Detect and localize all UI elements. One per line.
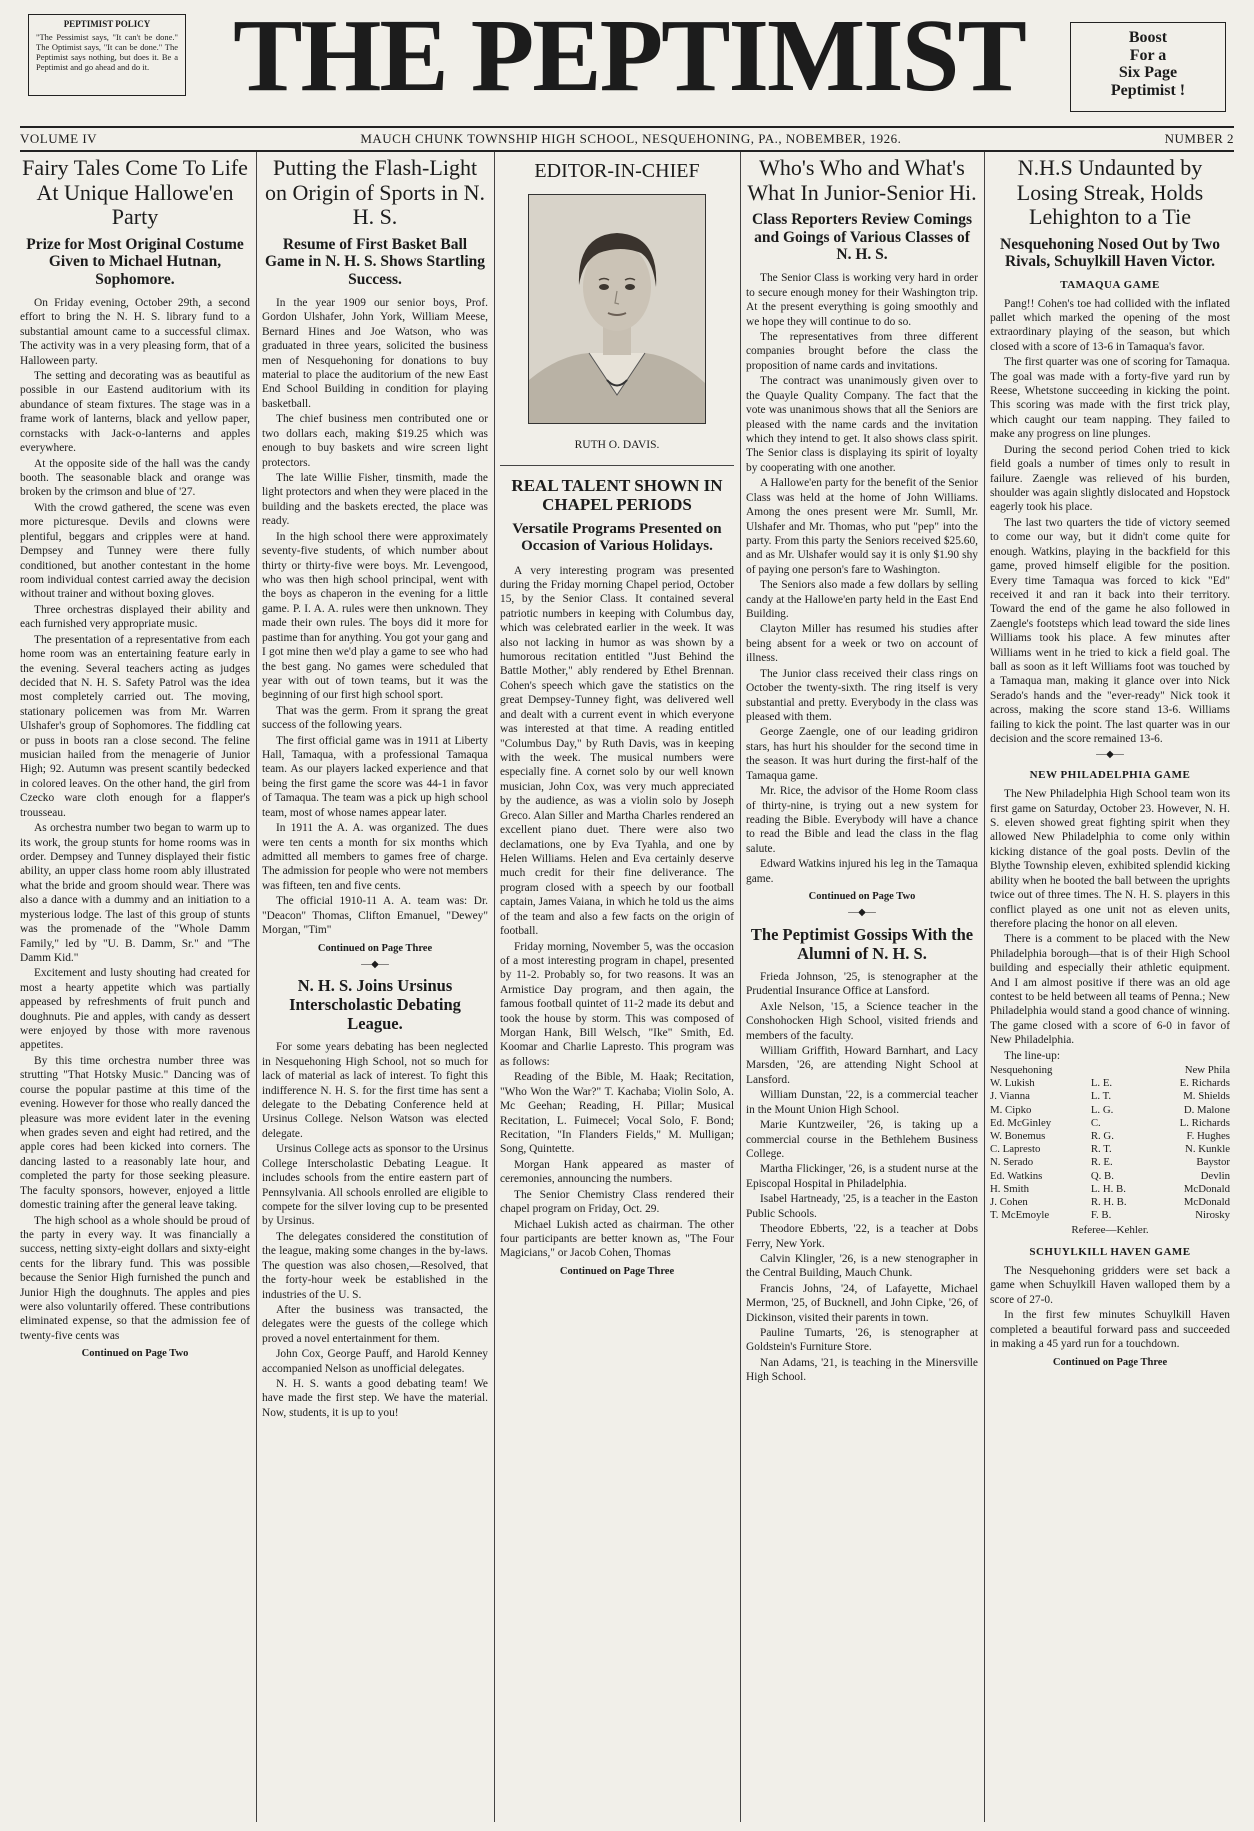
continued-note: Continued on Page Three (559, 1265, 675, 1277)
tamaqua-game-heading: TAMAQUA GAME (1060, 278, 1160, 291)
article-paragraph: In the year 1909 our senior boys, Prof. Gordon Ulshafer, John York, William Meese, Bernard Hines and Joe Watson, who was graduated in three years, solicited the business men of Nesquehoning for donations to buy material to place the auditorium of the new East End School Building in condition for playing basketball. (262, 296, 488, 410)
article-paragraph: Morgan Hank appeared as master of ceremonies, announcing the numbers. (500, 1158, 734, 1186)
school-dateline: MAUCH CHUNK TOWNSHIP HIGH SCHOOL, NESQUEHONING, PA., NOBEMBER, 1926. (360, 131, 902, 146)
article-paragraph: John Cox, George Pauff, and Harold Kenney accompanied Nelson as unofficial delegates. (262, 1348, 488, 1375)
article-paragraph: The representatives from three different companies brought before the class the proposition of name cards and invitations. (746, 331, 978, 372)
article-paragraph: Pauline Tumarts, '26, is stenographer at Goldstein's Furniture Store. (746, 1327, 978, 1354)
lineup-player: J. Vianna (990, 1090, 1030, 1103)
continued-note: Continued on Page Three (317, 942, 433, 954)
lineup-player: McDonald (1183, 1182, 1230, 1195)
lineup-player: Ed. Watkins (990, 1169, 1043, 1182)
column-1 (20, 156, 250, 1826)
issue-number: NUMBER 2 (1164, 131, 1234, 146)
article-paragraph: The Junior class received their class rings on October the twenty-sixth. The ring itself is very substantial and pretty. Everybody in the class was pleased with them. (746, 667, 978, 723)
football-subhead: Nesquehoning Nosed Out by Two Rivals, Schuylkill Haven Victor. (1000, 235, 1220, 271)
policy-box (28, 14, 186, 96)
lineup-player: H. Smith (990, 1182, 1029, 1195)
lineup-position: L. G. (1090, 1103, 1114, 1116)
whos-who-headline: Who's Who and What's What In Junior-Senior Hi. (747, 156, 977, 205)
article-paragraph: As orchestra number two began to warm up to its work, the group stunts for home rooms was in order. Dempsey and Tunney displayed their fistic ability, an upper class home room ably illustrated what the bride and groom should wear. There was also a dance with a dummy and an initiation to a mysterious lodge. The last of this group of stunts was the promenade of the "Whole Damm Family," led by "U. B. Damm, Sr." and "The Damm Kid." (20, 822, 250, 964)
article-paragraph: Reading of the Bible, M. Haak; Recitation, "Who Won the War?" T. Kachaba; Violin Solo, A. Mc Geehan; Reading, H. Pillar; Musical Recitation, L. Fuimecel; Vocal Solo, F. Bond; Recitation, "In Flanders Fields," M. Mulligan; Song, Quintette. (500, 1071, 734, 1156)
boost-line-1: Boost (1128, 29, 1168, 46)
article-paragraph: Theodore Ebberts, '22, is a teacher at Dobs Ferry, New York. (746, 1223, 978, 1250)
new-philadelphia-game-heading: NEW PHILADELPHIA GAME (1029, 769, 1191, 782)
article-paragraph: Edward Watkins injured his leg in the Tamaqua game. (746, 858, 978, 885)
article-paragraph: Calvin Klingler, '26, is a new stenographer in the Central Building, Mauch Chunk. (746, 1252, 978, 1280)
editor-caption: RUTH O. DAVIS. (574, 439, 660, 452)
lineup-row (990, 1170, 1230, 1183)
boost-box (1070, 22, 1226, 112)
lineup-player: W. Bonemus (990, 1130, 1046, 1142)
lineup-row (990, 1156, 1230, 1169)
article-paragraph: Francis Johns, '24, of Lafayette, Michael Mermon, '25, of Bucknell, and John Cipke, '26, of Dickinson, visited their parents in town. (746, 1282, 978, 1324)
article-paragraph: The delegates considered the constitution of the league, making some changes in the by-laws. The question was also chosen,—Resolved, that the forty-hour week be established in the industries of the U. S. (262, 1230, 488, 1301)
article-paragraph: The Seniors also made a few dollars by selling candy at the Hallowe'en party held in the East End Building. (746, 579, 978, 621)
article-paragraph: Clayton Miller has resumed his studies after being absent for a week or two on account of illness. (746, 623, 978, 665)
lineup-position: F. B. (1090, 1209, 1112, 1222)
lineup-player: Devlin (1200, 1169, 1230, 1182)
article-paragraph: The contract was unanimously given over to the Quayle Quality Company. The fact that the vote was unanimous shows that all the Seniors are pleased with the name cards and the invitation which they intend to get. It also shows class spirit. The Senior class is displaying its spirit of loyalty by cooperating with one another. (746, 375, 978, 474)
column-divider (494, 152, 495, 1822)
boost-line-4: Peptimist ! (1110, 81, 1186, 99)
chapel-headline: REAL TALENT SHOWN IN CHAPEL PERIODS (500, 465, 734, 515)
portrait-illustration (529, 195, 705, 423)
dateline (20, 131, 1234, 147)
chapel-subhead: Versatile Programs Presented on Occasion of Various Holidays. (512, 521, 722, 555)
article-paragraph: There is a comment to be placed with the New Philadelphia borough—that is of their High School building and especially their athletic equipment. And I am almost positive if there was an old age contest to be held between all teams of Penna.; New Philadelphia would stand a good chance of winning. The game closed with a score of 6-0 in favor of New Philadelphia. (990, 933, 1230, 1047)
whos-who-subhead: Class Reporters Review Comings and Goings of Various Classes of N. H. S. (752, 211, 972, 263)
column-4 (746, 156, 978, 1826)
party-headline: Fairy Tales Come To Life At Unique Hallowe'en Party (22, 156, 248, 230)
ornament: —◆— (361, 958, 389, 970)
football-headline: N.H.S Undaunted by Losing Streak, Holds Lehighton to a Tie (1016, 156, 1204, 230)
whos-who-article (746, 271, 978, 886)
new-philadelphia-article (990, 787, 1230, 1063)
lineup-player: M. Shields (1183, 1090, 1230, 1103)
lineup-player: J. Cohen (990, 1195, 1028, 1208)
lineup-player: D. Malone (1183, 1103, 1230, 1116)
sports-subhead: Resume of First Basket Ball Game in N. H. S. Shows Startling Success. (264, 235, 486, 288)
lineup-player: Baystor (1196, 1156, 1230, 1169)
boost-line-3: Six Page (1118, 64, 1178, 82)
referee-line: Referee—Kehler. (1071, 1224, 1149, 1237)
party-article (20, 296, 250, 1343)
lineup-team-header: Nesquehoning (990, 1064, 1053, 1077)
alumni-article (746, 970, 978, 1385)
lineup-position: R. G. (1090, 1130, 1114, 1142)
article-paragraph: Axle Nelson, '15, a Science teacher in the Conshohocken High School, visited friends and members of the faculty. (746, 1000, 978, 1042)
article-paragraph: Friday morning, November 5, was the occasion of a most interesting program in chapel, presented by 11-2. Probably so, for two reasons. It was an Armistice Day program, and then again, the famous football quintet of 11-2 made its debut and took the house by storm. This was composed of Morgan Hank, Bill Welsch, "Ike" Smith, Ed. Koomar and Charlie Lapresto. This program was as follows: (500, 940, 734, 1068)
article-paragraph: Martha Flickinger, '26, is a student nurse at the Episcopal Hospital in Philadelphia. (746, 1163, 978, 1190)
article-paragraph: In the high school there were approximately seventy-five students, of which number about thirty or thirty-five were boys. Mr. Levengood, who was then high school principal, went with the boys as chaperon in the evening for a little game. P. I. A. A. rules were then unknown. They made their own rules. The boys did it more for pastime than for anything. You got your gang and I got mine then we'd play a game to see who had the best gang. No games were scheduled that year with out of town teams, but it was the beginning of our first high school sport. (262, 530, 488, 702)
article-paragraph: For some years debating has been neglected in Nesquehoning High School, not so much for lack of material as lack of interest. To fight this indifference N. H. S. for the first time has sent a delegate to the Debating Conference held at Ursinus College. Nelson Watson was elected delegate. (262, 1041, 488, 1140)
article-paragraph: During the second period Cohen tried to kick field goals a number of times only to result in failure. Zaengle was relieved of his burden, shoulder was again slightly dislocated and Hopstock eagerly took his place. (990, 443, 1230, 514)
article-paragraph: Pang!! Cohen's toe had collided with the inflated pallet which marked the opening of the most extraordinary playing of the season, but which closed with a score of 13-6 in Tamaqua's favor. (990, 297, 1230, 353)
debating-headline: N. H. S. Joins Ursinus Interscholastic Debating League. (289, 976, 461, 1034)
lineup-position: L. E. (1090, 1077, 1113, 1090)
article-paragraph: The first quarter was one of scoring for Tamaqua. The goal was made with a forty-five yard run by Reese, Whetstone succeeding in kicking the point. This scoring was made with the first trick play, which caught our team napping. They failed to make any progress on line plunges. (990, 356, 1230, 441)
tamaqua-article (990, 297, 1230, 747)
article-paragraph: With the crowd gathered, the scene was even more picturesque. Devils and clowns were plentiful, beggars and cripples were at hand. Dempsey and Tunney were there fully conditioned, but another contestant in the home room individual contest carried away the decision without trainer and without boxing gloves. (20, 501, 250, 601)
article-paragraph: George Zaengle, one of our leading gridiron stars, has hurt his shoulder for the second time in the season. It was hurt during the first-half of the Tamaqua game. (746, 726, 978, 782)
lineup-player: N. Serado (990, 1156, 1034, 1169)
article-paragraph: The setting and decorating was as beautiful as possible in our Eastend auditorium with its abundance of steam fixtures. The stage was in a frame work of lanterns, black and yellow paper, cornstacks with Jack-o-lanterns and apples everywhere. (20, 370, 250, 455)
article-paragraph: That was the germ. From it sprang the great success of the following years. (262, 704, 488, 732)
lineup-player: Ed. McGinley (990, 1116, 1052, 1129)
column-divider (256, 152, 257, 1822)
bottom-rule (20, 150, 1234, 152)
article-paragraph: The official 1910-11 A. A. team was: Dr. "Deacon" Thomas, Clifton Emanuel, "Dewey" Morgan, "Tim" (262, 895, 488, 937)
column-divider (984, 152, 985, 1822)
article-paragraph: The first official game was in 1911 at Liberty Hall, Tamaqua, with a professional Tamaqua team. As our players lacked experience and that being the first game the score was 44-1 in favor of Tamaqua. The team was a pick up high school team, most of whose names appear later. (262, 734, 488, 819)
article-paragraph: The Senior Class is working very hard in order to secure enough money for their Washington trip. At the present everything is going smoothly and we hope they will continue to do so. (746, 272, 978, 328)
lineup-row (990, 1104, 1230, 1117)
column-3 (500, 156, 734, 1826)
article-paragraph: A Hallowe'en party for the benefit of the Senior Class was held at the home of John Williams. Among the ones present were Mr. Sumll, Mr. Ulshafer and Mr. Thomas, who put "pep" into the party. From this party the Seniors received $25.60, and as Mr. Ulshafer would say it is only $1.90 shy of paying one person's fare to Washington. (746, 477, 978, 576)
editor-portrait-photo (528, 194, 706, 424)
article-paragraph: The Nesquehoning gridders were set back a game when Schuylkill Haven walloped them by a score of 27-0. (990, 1265, 1230, 1306)
schuylkill-haven-article (990, 1264, 1230, 1352)
lineup-position: R. T. (1090, 1143, 1112, 1156)
lineup-position: L. H. B. (1090, 1182, 1126, 1195)
volume-label: VOLUME IV (20, 131, 98, 146)
article-paragraph: The presentation of a representative from each home room was an entertaining feature early in the evening. Several teachers acting as judges decided that N. H. S. Safety Patrol was the idea most completely carried out. The moving, stationary policemen was from Mr. Warren Ulshafer's group of Sophomores. The fiddling cat or puss in boots ran a close second. The feline musician hailed from the menagerie of Junior High; 92. Autumn was present scantily bedecked in colored leaves. On the other hand, the girl from Czecko ware cloth enough for a flapper's trousseau. (20, 633, 250, 819)
ornament: —◆— (1096, 748, 1124, 760)
article-paragraph: By this time orchestra number three was strutting "That Hotsky Music." Dancing was of course the popular pastime at this time of the evening. However for those who really danced the pleasure was more evident later in the evening when grades seven and eight had retired, and the apple cores had been kicked into corners. The dancing lasted to a reasonably late hour, and completed the party for those seeking pleasure. The faculty sponsors, however, enjoyed a little domestic training after the general leave taking. (20, 1054, 250, 1212)
lineup-player: L. Richards (1179, 1116, 1230, 1129)
lineup-table (990, 1064, 1230, 1222)
lineup-row (990, 1077, 1230, 1090)
article-paragraph: In 1911 the A. A. was organized. The dues were ten cents a month for six months which admitted all members to games free of charge. The admission for people who were not members was fifteen, ten and five cents. (262, 822, 488, 892)
lineup-row (990, 1183, 1230, 1196)
article-paragraph: Marie Kuntzweiler, '26, is taking up a commercial course in the Bethlehem Business College. (746, 1119, 978, 1160)
sports-headline: Putting the Flash-Light on Origin of Sports in N. H. S. (265, 156, 485, 230)
article-paragraph: The high school as a whole should be proud of the party in every way. It was financially a success, netting sixty-eight dollars and sixty-eight cents for the library fund. This was possible because the Senior High furnished the punch and Junior High the doughnuts. The apples and pies were also voluntarily offered. These contributions eliminated expense, so that the admission fee of twenty-five cents was (20, 1214, 250, 1342)
lineup-player: F. Hughes (1186, 1130, 1230, 1142)
article-paragraph: Excitement and lusty shouting had created for most a hearty appetite which was partially appeased by refreshments of fruit punch and doughnuts. Pie and apples, with candy as dessert were enjoyed by those with more ravenous appetites. (20, 967, 250, 1052)
article-paragraph: Frieda Johnson, '25, is stenographer at the Prudential Insurance Office at Lansford. (746, 970, 978, 998)
lineup-team-header: New Phila (1184, 1064, 1230, 1077)
article-paragraph: Michael Lukish acted as chairman. The other four participants are better known as, "The Four Magicians," or Jacob Cohen, Thomas (500, 1218, 734, 1260)
lineup-position: Q. B. (1090, 1169, 1114, 1182)
lineup-row (990, 1130, 1230, 1143)
lineup-row (990, 1117, 1230, 1130)
masthead-title: THE PEPTIMIST (233, 0, 1025, 113)
alumni-headline: The Peptimist Gossips With the Alumni of N. H. S. (750, 924, 974, 963)
article-paragraph: In the first few minutes Schuylkill Haven completed a beautiful forward pass and succeeded in making a 45 yard run for a touchdown. (990, 1309, 1230, 1351)
ornament: —◆— (848, 907, 876, 919)
article-paragraph: After the business was transacted, the delegates were the guests of the college which proved a novel entertainment for them. (262, 1303, 488, 1345)
lineup-player: E. Richards (1179, 1077, 1230, 1090)
article-paragraph: William Griffith, Howard Barnhart, and Lacy Marsden, '26, are attending Night School at Lansford. (746, 1045, 978, 1086)
lineup-player: T. McEmoyle (990, 1209, 1050, 1222)
article-paragraph: On Friday evening, October 29th, a second effort to bring the N. H. S. library fund to a substantial amount came to a successful climax. The activity was in a very pleasing form, that of a Halloween party. (20, 296, 250, 367)
column-divider (740, 152, 741, 1822)
article-paragraph: The Senior Chemistry Class rendered their chapel program on Friday, Oct. 29. (500, 1188, 734, 1216)
column-2 (262, 156, 488, 1826)
lineup-row (990, 1196, 1230, 1209)
article-paragraph: A very interesting program was presented during the Friday morning Chapel period, October 15, by the Senior Class. It contained several patriotic numbers in keeping with Columbus day, which was celebrated earlier in the week. It was also not lacking in humor as was shown by a humorous recitation entitled "Just Behind the Battle Mother," ably rendered by Ethel Brennan. Cohen's speech which gave the statistics on the great Dempsey-Tunney fight, was delivered well and dealt with a current event in which everyone was interested at that time. A reading entitled "Columbus Day," by Ruth Davis, was in keeping with the week. The musical numbers were especially fine. A cornet solo by our well known musician, John Cox, was very much appreciated by the audience, as was a violin solo by Joseph Greco. Alan Siller and Martha Charles rendered an excellent piano duet. There were also two declamations, one by Eva Tyahla, and one by Helen Williams. Helen and Eva certainly deserve much credit for their fine deliverance. The program closed with a speech by our football captain, James Vaiana, in which he told us the aims of the team and also a few facts on the origin of football. (500, 564, 734, 938)
lineup-row (990, 1209, 1230, 1222)
lineup-player: Nirosky (1195, 1209, 1230, 1222)
article-paragraph: At the opposite side of the hall was the candy booth. The seasonable black and orange was broken by the crimson and blue of '27. (20, 457, 250, 499)
lineup-row (990, 1143, 1230, 1156)
debating-article (262, 1040, 488, 1420)
article-paragraph: N. H. S. wants a good debating team! We have made the first step. We have the material. Now, students, it is up to you! (262, 1378, 488, 1419)
party-subhead: Prize for Most Original Costume Given to Michael Hutnan, Sophomore. (26, 235, 244, 288)
lineup-header-row (990, 1064, 1230, 1077)
sports-article (262, 296, 488, 938)
lineup-player: McDonald (1183, 1195, 1230, 1208)
lineup-player: M. Cipko (990, 1103, 1032, 1116)
lineup-position: R. E. (1090, 1156, 1113, 1169)
article-paragraph: Mr. Rice, the advisor of the Home Room class of thirty-nine, is trying out a new system for reading the Bible. Everybody will have a chance to read the Bible and lead the class in the flag salute. (746, 785, 978, 855)
article-paragraph: Ursinus College acts as sponsor to the Ursinus College Interscholastic Debating League. It includes schools from the entire eastern part of Pennsylvania. All schools enrolled are eligible to compete for the silver loving cup to be presented by Ursinus. (262, 1143, 488, 1228)
article-paragraph: The last two quarters the tide of victory seemed to come our way, but it didn't come quite for enough. Watkins, playing in the backfield for this game, proved himself eligible for the position. Every time Tamaqua was forced to kick "Ed" received it and ran it back into their territory. Toward the end of the game he also followed in Zaengle's footsteps which lead toward the side lines Williams took his place. A few minutes after Williams went in he tried to kick a field goal. The ball as soon as it left Williams foot was touched by a Tamaqua man, making it glance over into Nick Serado's hands and the "ever-ready" Nick took it across, making the score stand 13-6. Williams failing to kick the point. The last quarter was in our decision and the score remained 13-6. (990, 516, 1230, 746)
continued-note: Continued on Page Two (808, 891, 916, 903)
article-paragraph: Isabel Hartneady, '25, is a teacher in the Easton Public Schools. (746, 1193, 978, 1220)
top-rule (20, 126, 1234, 128)
article-paragraph: The New Philadelphia High School team won its first game on Saturday, October 23. However, N. H. S. eleven showed great fighting spirit when they allowed New Philadelphia to come only within kicking distance of the goal posts. Devlin of the Blythe Township eleven, exhibited splendid kicking ability when he booted the ball between the uprights twice out of three times. The N. H. S. players in this conflict played as one unit not as eleven units, therefore placing the honor on all eleven. (990, 788, 1230, 930)
article-paragraph: The line-up: (1004, 1049, 1060, 1062)
article-paragraph: The chief business men contributed one or two dollars each, making $19.25 which was enough to buy baskets and wire screen light protectors. (262, 413, 488, 469)
lineup-row (990, 1090, 1230, 1103)
lineup-player: W. Lukish (990, 1077, 1035, 1090)
schuylkill-haven-game-heading: SCHUYLKILL HAVEN GAME (1029, 1246, 1191, 1259)
lineup-position: C. (1090, 1116, 1101, 1129)
editor-heading: EDITOR-IN-CHIEF (534, 160, 700, 182)
article-paragraph: The late Willie Fisher, tinsmith, made the light protectors and when they were placed in the building and the baskets erected, the place was ready. (262, 472, 488, 528)
lineup-player: N. Kunkle (1185, 1143, 1230, 1156)
continued-note: Continued on Page Two (81, 1348, 189, 1360)
policy-text: "The Pessimist says, "It can't be done." The Optimist says, "It can be done." The Peptimist says nothing, but does it. Be a Peptimist and go ahead and do it. (36, 31, 178, 72)
boost-line-2: For a (1129, 46, 1167, 64)
column-5 (990, 156, 1230, 1826)
lineup-player: C. Lapresto (990, 1143, 1041, 1156)
continued-note: Continued on Page Three (1052, 1356, 1168, 1368)
article-paragraph: William Dunstan, '22, is a commercial teacher in the Mount Union High School. (746, 1089, 978, 1116)
lineup-position: R. H. B. (1090, 1195, 1127, 1208)
lineup-position: L. T. (1090, 1090, 1112, 1103)
chapel-article (500, 564, 734, 1261)
policy-heading: PEPTIMIST POLICY (63, 19, 151, 29)
article-paragraph: Nan Adams, '21, is teaching in the Minersville High School. (746, 1356, 978, 1384)
article-paragraph: Three orchestras displayed their ability and each furnished very appropriate music. (20, 603, 250, 631)
